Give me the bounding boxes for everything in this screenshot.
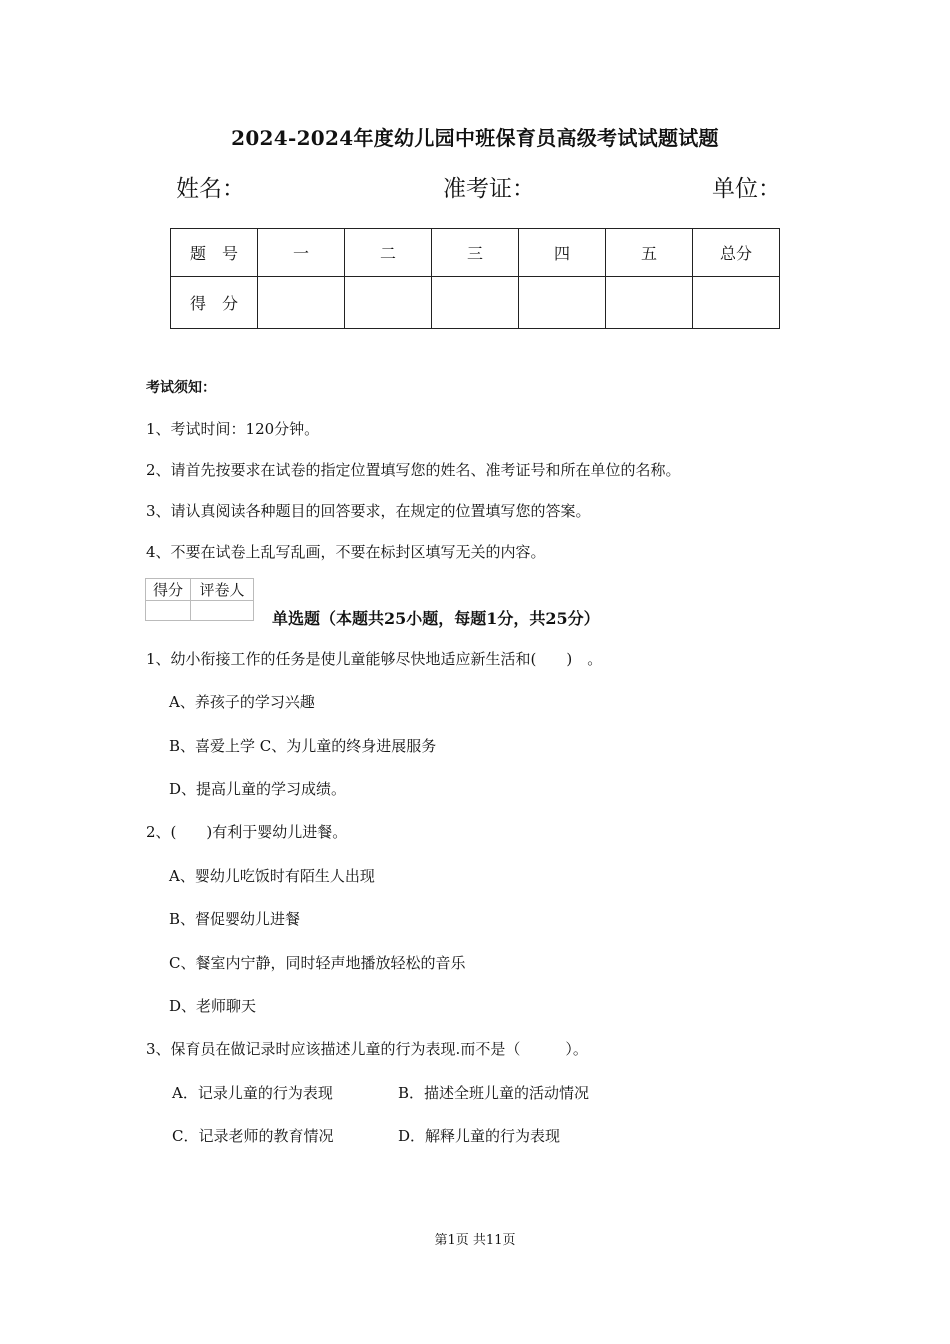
score-table-score-row [171, 277, 780, 329]
page-title: 2024-2024年度幼儿园中班保育员高级考试试题试题 [231, 126, 719, 150]
question-option: D、老师聊天 [169, 997, 257, 1015]
question-option: C．记录老师的教育情况 [172, 1127, 334, 1145]
score-cell-5 [606, 277, 693, 329]
question-option: C、餐室内宁静，同时轻声地播放轻松的音乐 [169, 954, 466, 972]
notice-item: 1、考试时间：120分钟。 [146, 420, 320, 438]
score-cell-1 [258, 277, 345, 329]
page-footer: 第1页 共11页 [434, 1233, 516, 1248]
notice-item: 4、不要在试卷上乱写乱画，不要在标封区填写无关的内容。 [146, 543, 546, 561]
grader-reviewer-cell [191, 601, 254, 621]
header-cell-question-no: 题 号 [171, 229, 258, 277]
notice-heading: 考试须知： [146, 380, 216, 396]
question-option: B．描述全班儿童的活动情况 [398, 1084, 590, 1102]
question-option: A、婴幼儿吃饭时有陌生人出现 [169, 867, 375, 885]
score-cell-2 [345, 277, 432, 329]
exam-id-label: 准考证： [443, 176, 535, 202]
score-cell-total [693, 277, 780, 329]
notice-item: 3、请认真阅读各种题目的回答要求，在规定的位置填写您的答案。 [146, 502, 591, 520]
header-cell-3: 三 [432, 229, 519, 277]
question-option: A．记录儿童的行为表现 [172, 1084, 333, 1102]
section-title: 单选题（本题共25小题，每题1分，共25分） [272, 609, 600, 628]
header-cell-2: 二 [345, 229, 432, 277]
question-option: B、督促婴幼儿进餐 [169, 910, 301, 928]
score-cell-4 [519, 277, 606, 329]
notice-item: 2、请首先按要求在试卷的指定位置填写您的姓名、准考证号和所在单位的名称。 [146, 461, 681, 479]
score-table [170, 228, 780, 329]
grader-table [145, 578, 254, 621]
grader-score-label: 得分 [146, 579, 191, 601]
question-option: D．解释儿童的行为表现 [398, 1127, 561, 1145]
header-cell-total: 总分 [693, 229, 780, 277]
score-row-label: 得 分 [171, 277, 258, 329]
name-label: 姓名： [176, 176, 245, 202]
question-option: B、喜爱上学 C、为儿童的终身进展服务 [169, 737, 437, 755]
unit-label: 单位： [712, 176, 781, 202]
question-option: A、养孩子的学习兴趣 [169, 693, 315, 711]
question-stem: 2、( )有利于婴幼儿进餐。 [146, 823, 348, 841]
header-cell-1: 一 [258, 229, 345, 277]
grader-reviewer-label: 评卷人 [191, 579, 254, 601]
question-stem: 1、幼小衔接工作的任务是使儿童能够尽快地适应新生活和( ) 。 [146, 650, 603, 668]
question-stem: 3、保育员在做记录时应该描述儿童的行为表现.而不是（ ）。 [146, 1040, 588, 1058]
header-cell-4: 四 [519, 229, 606, 277]
header-cell-5: 五 [606, 229, 693, 277]
score-cell-3 [432, 277, 519, 329]
question-option: D、提高儿童的学习成绩。 [169, 780, 347, 798]
score-table-header-row [171, 229, 780, 277]
grader-score-cell [146, 601, 191, 621]
